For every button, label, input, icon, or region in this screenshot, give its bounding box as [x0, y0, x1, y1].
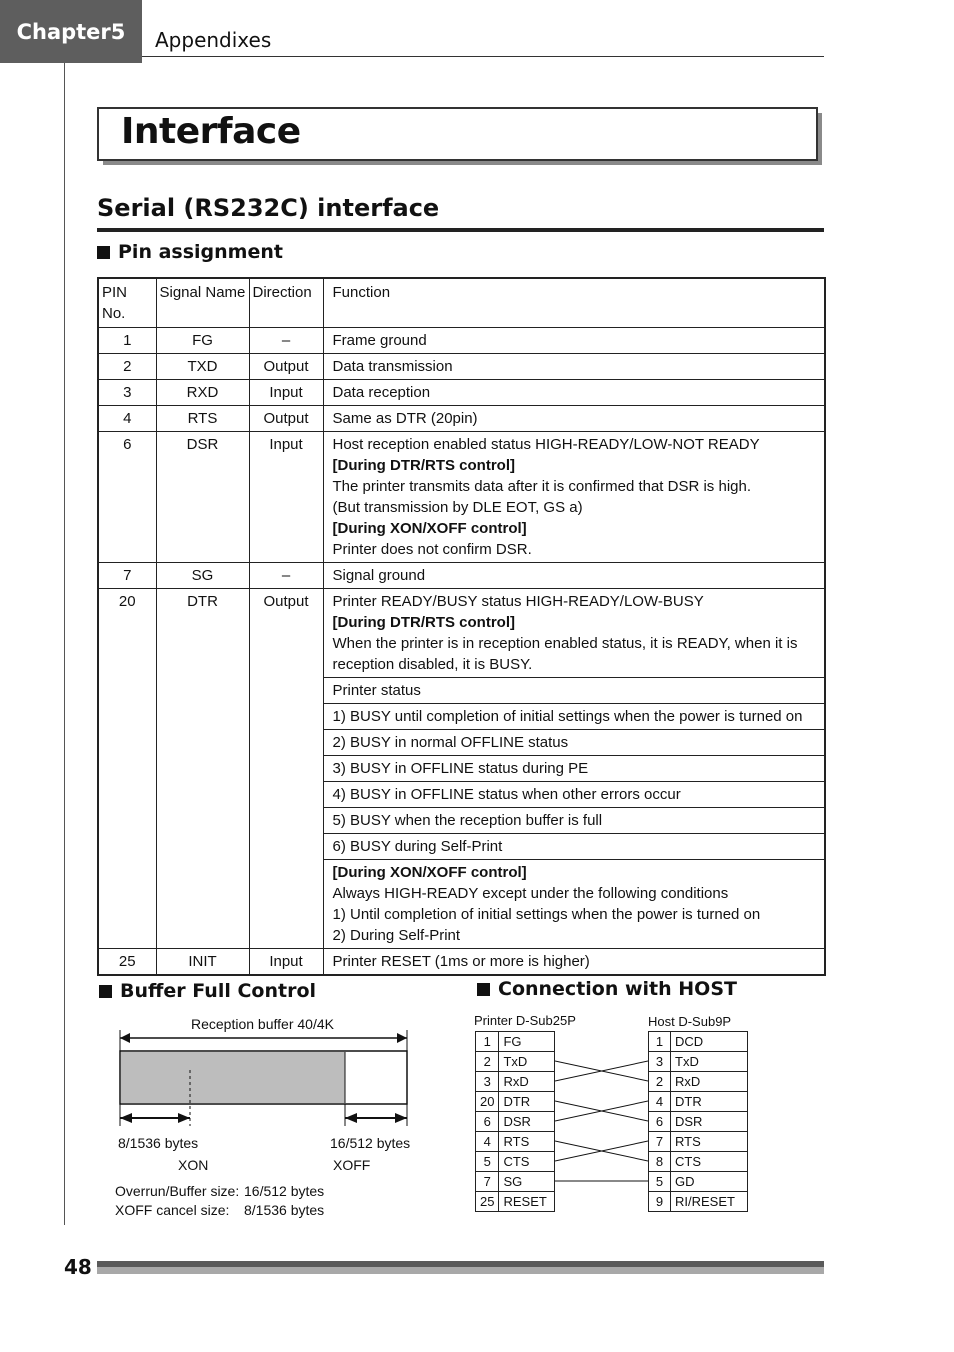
function-cell [323, 328, 825, 354]
pin-assignment-table [97, 277, 826, 976]
overrun-label: Overrun/Buffer size: [115, 1183, 240, 1199]
function-subrow [324, 678, 825, 704]
pin-row [649, 1072, 748, 1092]
pin-signal: RTS [499, 1132, 555, 1152]
column-header: Function [323, 278, 825, 328]
function-line: Printer RESET (1ms or more is higher) [332, 953, 590, 970]
function-line: 1) BUSY until completion of initial settings when the power is turned on [332, 708, 803, 725]
signal-cell: DSR [156, 432, 249, 563]
pin-signal: RI/RESET [671, 1192, 748, 1212]
function-line: 6) BUSY during Self-Print [332, 838, 503, 855]
arrow-head-icon [120, 1033, 130, 1043]
host-pin-table [648, 1031, 748, 1212]
xoff-bytes-label: 16/512 bytes [330, 1135, 411, 1151]
pin-row [649, 1112, 748, 1132]
column-header: Signal Name [156, 278, 249, 328]
pin-row [476, 1092, 555, 1112]
signal-cell: TXD [156, 354, 249, 380]
page-number: 48 [64, 1255, 92, 1279]
pin-assignment-heading [97, 241, 283, 263]
pin-cell: 2 [98, 354, 156, 380]
signal-cell: DTR [156, 589, 249, 949]
pin-row [476, 1032, 555, 1052]
pin-number: 3 [649, 1052, 671, 1072]
connection-heading [477, 978, 737, 1000]
table-header-row [98, 278, 825, 328]
pin-signal: DTR [671, 1092, 748, 1112]
direction-cell: Input [249, 380, 323, 406]
pin-row [476, 1152, 555, 1172]
function-line: Frame ground [332, 332, 427, 349]
arrow-head-icon [178, 1113, 190, 1123]
function-line: 2) BUSY in normal OFFLINE status [332, 734, 569, 751]
pin-number: 25 [476, 1192, 499, 1212]
pin-number: 7 [649, 1132, 671, 1152]
pin-signal: DCD [671, 1032, 748, 1052]
signal-cell: FG [156, 328, 249, 354]
buffer-diagram [110, 1028, 420, 1138]
section-title: Serial (RS232C) interface [97, 194, 440, 222]
function-line: When the printer is in reception enabled status, it is READY, when it is [332, 635, 798, 652]
buffer-filled-area [121, 1052, 345, 1103]
function-cell [323, 949, 825, 976]
square-bullet-icon [99, 985, 112, 998]
section-header-label: Appendixes [155, 28, 272, 52]
buffer-full-control-heading [99, 980, 316, 1002]
pin-row [649, 1052, 748, 1072]
pin-cell: 20 [98, 589, 156, 949]
page-title: Interface [121, 111, 301, 152]
function-line: (But transmission by DLE EOT, GS a) [332, 499, 583, 516]
pin-signal: DSR [671, 1112, 748, 1132]
pin-number: 4 [476, 1132, 499, 1152]
host-connector-label: Host D-Sub9P [648, 1014, 732, 1029]
buffer-heading-text: Buffer Full Control [120, 980, 317, 1002]
function-line: Host reception enabled status HIGH-READY/LOW-NOT READY [332, 436, 760, 453]
function-line: Printer READY/BUSY status HIGH-READY/LOW-BUSY [332, 593, 704, 610]
table-row [98, 328, 825, 354]
pin-signal: FG [499, 1032, 555, 1052]
signal-cell: SG [156, 563, 249, 589]
pin-row [476, 1112, 555, 1132]
function-line: 2) During Self-Print [332, 927, 461, 944]
pin-number: 4 [649, 1092, 671, 1112]
pin-cell: 7 [98, 563, 156, 589]
pin-signal: SG [499, 1172, 555, 1192]
section-rule [97, 228, 824, 232]
table-row [98, 406, 825, 432]
function-subrow [324, 834, 825, 860]
signal-cell: INIT [156, 949, 249, 976]
function-cell [323, 380, 825, 406]
function-line: Same as DTR (20pin) [332, 410, 478, 427]
printer-connector-label: Printer D-Sub25P [474, 1013, 576, 1028]
arrow-head-icon [395, 1113, 407, 1123]
direction-cell: Output [249, 406, 323, 432]
pin-row [476, 1172, 555, 1192]
function-line: Signal ground [332, 567, 426, 584]
direction-cell: Output [249, 354, 323, 380]
pin-number: 1 [476, 1032, 499, 1052]
column-header: PIN No. [98, 278, 156, 328]
pin-row [649, 1092, 748, 1112]
function-cell [323, 432, 825, 563]
pin-number: 5 [649, 1172, 671, 1192]
function-line: 4) BUSY in OFFLINE status when other errors occur [332, 786, 681, 803]
pin-row [649, 1132, 748, 1152]
xoff-cancel-value: 8/1536 bytes [244, 1202, 325, 1218]
pin-signal: TxD [499, 1052, 555, 1072]
signal-cell: RTS [156, 406, 249, 432]
function-line: [During DTR/RTS control] [332, 614, 515, 631]
function-line: [During DTR/RTS control] [332, 457, 515, 474]
pin-signal: RxD [671, 1072, 748, 1092]
pin-cell: 4 [98, 406, 156, 432]
column-header: Direction [249, 278, 323, 328]
pin-row [476, 1072, 555, 1092]
pin-signal: RxD [499, 1072, 555, 1092]
pin-number: 1 [649, 1032, 671, 1052]
function-subrow [324, 782, 825, 808]
direction-cell: – [249, 328, 323, 354]
xon-label: XON [178, 1157, 209, 1173]
wiring-diagram [555, 1031, 648, 1216]
pin-number: 2 [649, 1072, 671, 1092]
table-row [98, 563, 825, 589]
direction-cell: Output [249, 589, 323, 949]
pin-number: 6 [649, 1112, 671, 1132]
pin-signal: TxD [671, 1052, 748, 1072]
function-line: [During XON/XOFF control] [332, 864, 527, 881]
function-line: [During XON/XOFF control] [332, 520, 527, 537]
pin-signal: CTS [499, 1152, 555, 1172]
function-subrow [324, 808, 825, 834]
pin-cell: 6 [98, 432, 156, 563]
connection-heading-text: Connection with HOST [498, 978, 737, 1000]
arrow-head-icon [345, 1113, 357, 1123]
direction-cell: – [249, 563, 323, 589]
pin-row [476, 1132, 555, 1152]
pin-number: 8 [649, 1152, 671, 1172]
footer-bar-shade [97, 1267, 824, 1274]
pin-assignment-heading-text: Pin assignment [118, 241, 283, 263]
left-margin-rule [64, 63, 65, 1225]
pin-number: 3 [476, 1072, 499, 1092]
pin-signal: DSR [499, 1112, 555, 1132]
pin-signal: RTS [671, 1132, 748, 1152]
xoff-label: XOFF [333, 1157, 371, 1173]
reception-buffer-label: Reception buffer 40/4K [191, 1016, 334, 1032]
table-row [98, 354, 825, 380]
function-line: Always HIGH-READY except under the following conditions [332, 885, 729, 902]
function-subrow [324, 860, 825, 948]
pin-row [649, 1032, 748, 1052]
function-subrow [324, 756, 825, 782]
pin-cell: 3 [98, 380, 156, 406]
table-row [98, 949, 825, 976]
header-rule [142, 56, 824, 57]
function-cell [323, 589, 825, 949]
square-bullet-icon [97, 246, 110, 259]
function-cell [323, 354, 825, 380]
pin-number: 6 [476, 1112, 499, 1132]
pin-row [476, 1052, 555, 1072]
pin-signal: RESET [499, 1192, 555, 1212]
printer-pin-table [475, 1031, 555, 1212]
function-line: 5) BUSY when the reception buffer is full [332, 812, 603, 829]
function-line: Printer does not confirm DSR. [332, 541, 532, 558]
square-bullet-icon [477, 983, 490, 996]
xoff-cancel-label: XOFF cancel size: [115, 1202, 230, 1218]
table-row [98, 380, 825, 406]
pin-number: 7 [476, 1172, 499, 1192]
pin-row [649, 1172, 748, 1192]
function-line: Printer status [332, 682, 421, 699]
direction-cell: Input [249, 432, 323, 563]
table-row [98, 432, 825, 563]
signal-cell: RXD [156, 380, 249, 406]
pin-signal: DTR [499, 1092, 555, 1112]
pin-signal: GD [671, 1172, 748, 1192]
pin-number: 20 [476, 1092, 499, 1112]
xon-bytes-label: 8/1536 bytes [118, 1135, 199, 1151]
function-subrow [324, 730, 825, 756]
function-cell [323, 563, 825, 589]
function-line: The printer transmits data after it is confirmed that DSR is high. [332, 478, 751, 495]
function-line: 3) BUSY in OFFLINE status during PE [332, 760, 589, 777]
function-subrow [324, 589, 825, 678]
arrow-head-icon [397, 1033, 407, 1043]
pin-number: 9 [649, 1192, 671, 1212]
pin-cell: 1 [98, 328, 156, 354]
pin-row [476, 1192, 555, 1212]
function-cell [323, 406, 825, 432]
function-line: 1) Until completion of initial settings when the power is turned on [332, 906, 761, 923]
direction-cell: Input [249, 949, 323, 976]
function-line: Data transmission [332, 358, 453, 375]
pin-cell: 25 [98, 949, 156, 976]
pin-signal: CTS [671, 1152, 748, 1172]
arrow-head-icon [120, 1113, 132, 1123]
pin-number: 2 [476, 1052, 499, 1072]
pin-number: 5 [476, 1152, 499, 1172]
function-subrow [324, 704, 825, 730]
chapter-tab: Chapter5 [0, 0, 142, 63]
table-row [98, 589, 825, 949]
function-line: Data reception [332, 384, 431, 401]
pin-row [649, 1192, 748, 1212]
function-line: reception disabled, it is BUSY. [332, 656, 533, 673]
overrun-value: 16/512 bytes [244, 1183, 325, 1199]
pin-row [649, 1152, 748, 1172]
